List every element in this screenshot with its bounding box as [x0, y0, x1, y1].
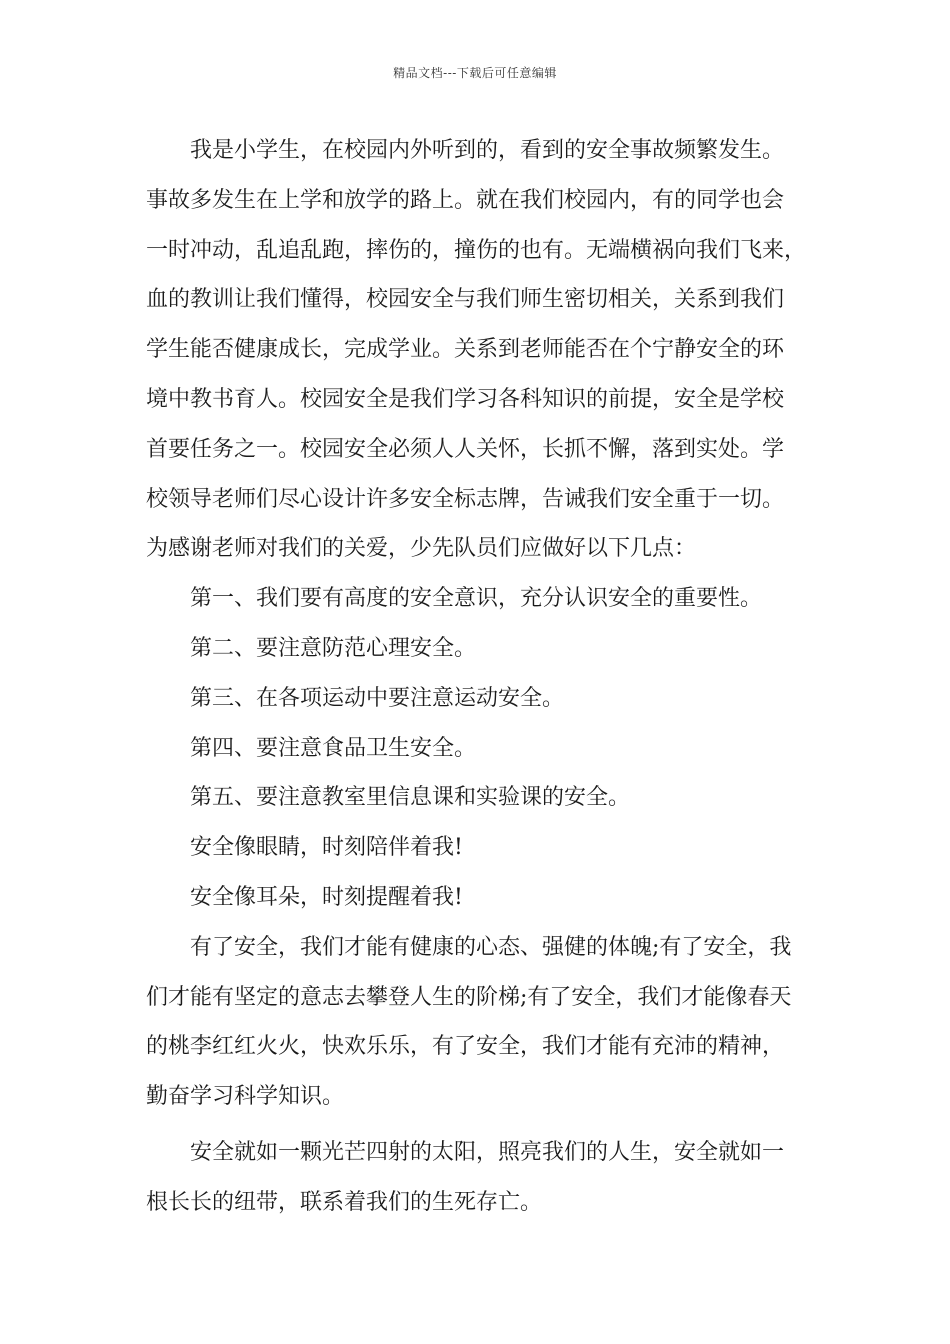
paragraph-with-safety: [146, 923, 828, 1122]
text-line: 们才能有坚定的意志去攀登人生的阶梯;有了安全，我们才能像春天: [146, 984, 792, 1010]
paragraph-point-1: [146, 574, 828, 624]
text-line: 一时冲动，乱追乱跑，摔伤的，撞伤的也有。无端横祸向我们飞来，: [146, 237, 807, 263]
paragraph-point-2: [146, 624, 828, 674]
paragraph-slogan-ears: [146, 873, 828, 923]
text-line: 学生能否健康成长，完成学业。关系到老师能否在个宁静安全的环: [146, 337, 785, 363]
text-line: 校领导老师们尽心设计许多安全标志牌，告诫我们安全重于一切。: [146, 486, 785, 512]
text-line: 安全就如一颗光芒四射的太阳，照亮我们的人生，安全就如一: [190, 1139, 785, 1165]
paragraph-point-5: [146, 773, 828, 823]
text-line: 根长长的纽带，联系着我们的生死存亡。: [146, 1189, 543, 1215]
text-line: 事故多发生在上学和放学的路上。就在我们校园内，有的同学也会: [146, 187, 785, 213]
text-line: 的桃李红红火火，快欢乐乐，有了安全，我们才能有充沛的精神，: [146, 1034, 785, 1060]
paragraph-intro: [146, 126, 828, 574]
text-line: 安全像眼睛，时刻陪伴着我!: [190, 835, 463, 861]
text-line: 勤奋学习科学知识。: [146, 1084, 345, 1110]
text-line: 境中教书育人。校园安全是我们学习各科知识的前提，安全是学校: [146, 386, 785, 412]
text-line: 第五、要注意教室里信息课和实验课的安全。: [190, 785, 631, 811]
text-line: 安全像耳朵，时刻提醒着我!: [190, 884, 463, 910]
text-line: 第二、要注意防范心理安全。: [190, 635, 477, 661]
text-line: 血的教训让我们懂得，校园安全与我们师生密切相关，关系到我们: [146, 287, 785, 313]
text-line: 第三、在各项运动中要注意运动安全。: [190, 685, 565, 711]
paragraph-conclusion: [146, 1128, 828, 1228]
text-line: 第四、要注意食品卫生安全。: [190, 735, 477, 761]
text-line: 首要任务之一。校园安全必须人人关怀，长抓不懈，落到实处。学: [146, 436, 785, 462]
text-line: 有了安全，我们才能有健康的心态、强健的体魄;有了安全，我: [190, 934, 792, 960]
text-line: 第一、我们要有高度的安全意识，充分认识安全的重要性。: [190, 586, 763, 612]
page-header: 精品文档---下载后可任意编辑: [393, 66, 557, 80]
paragraph-slogan-eyes: [146, 823, 828, 873]
text-line: 我是小学生，在校园内外听到的，看到的安全事故频繁发生。: [190, 138, 785, 163]
text-line: 为感谢老师对我们的关爱，少先队员们应做好以下几点：: [146, 536, 697, 562]
paragraph-point-3: [146, 674, 828, 724]
document-body: [146, 126, 828, 1228]
paragraph-point-4: [146, 724, 828, 774]
